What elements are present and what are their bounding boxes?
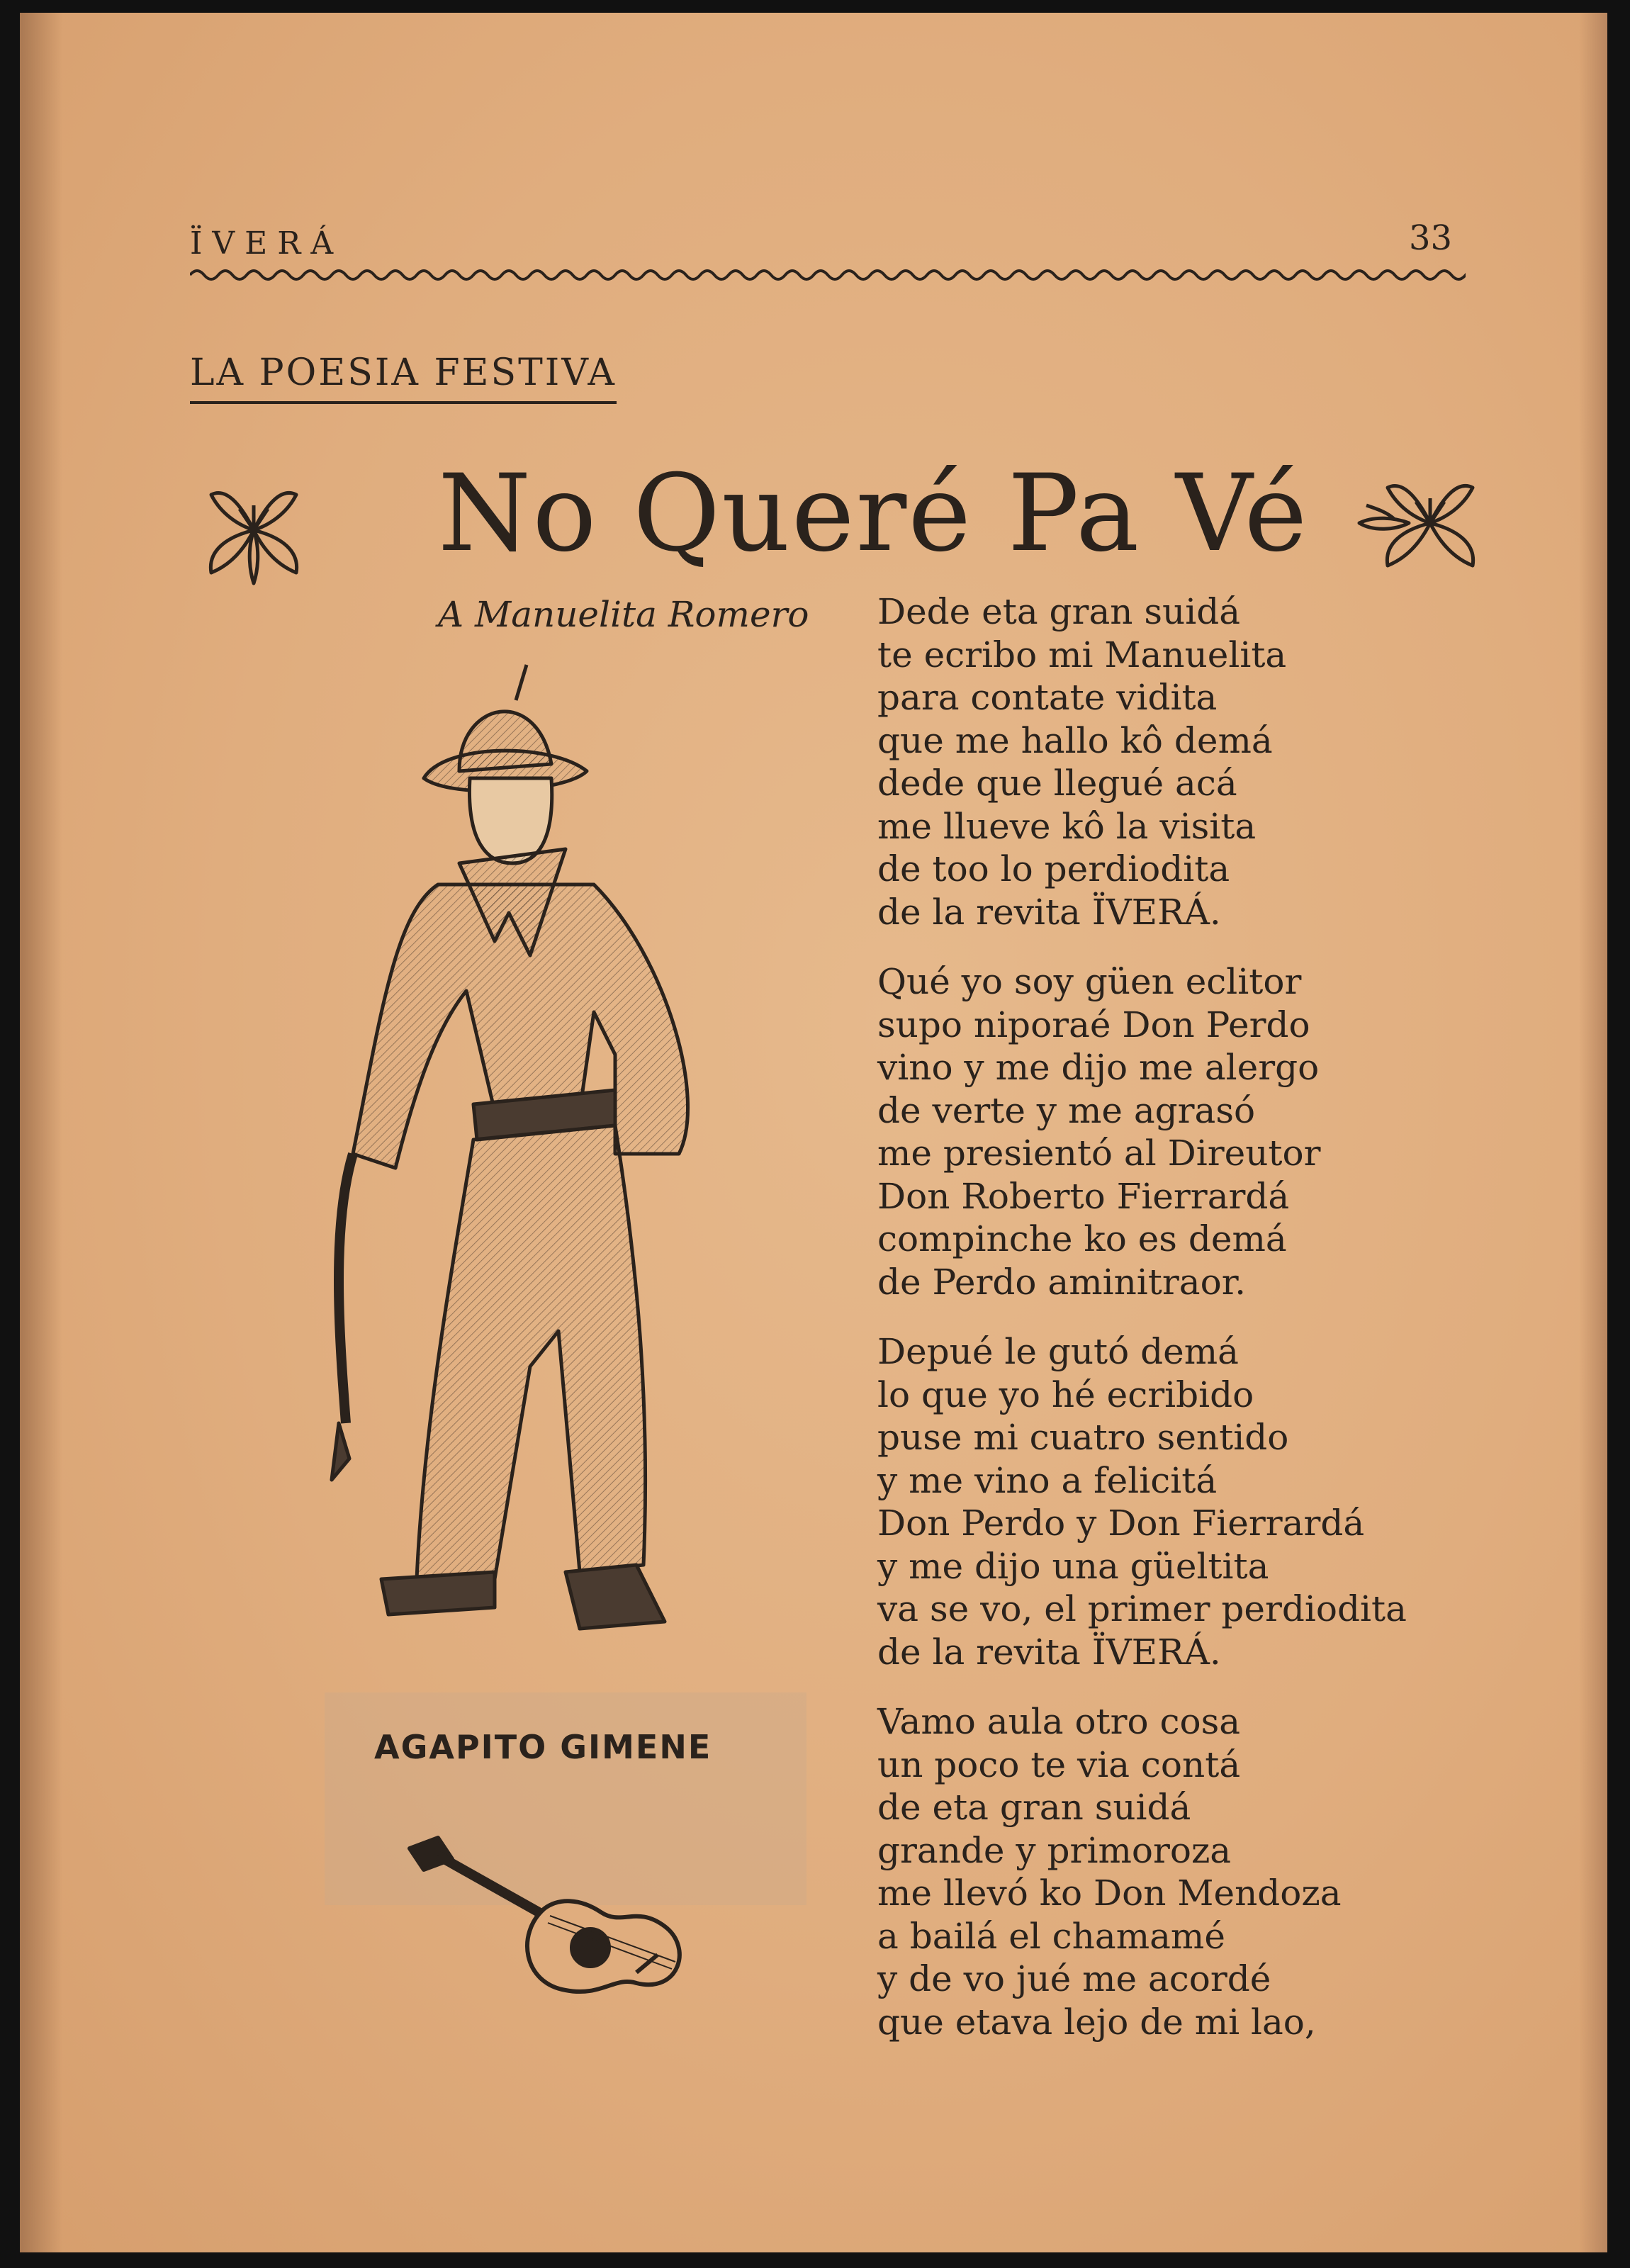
verse-line: de too lo perdiodita bbox=[877, 848, 1230, 889]
verse-line: de eta gran suidá bbox=[877, 1787, 1191, 1828]
stanza-3 bbox=[877, 1330, 1515, 1673]
verse-line: que etava lejo de mi lao, bbox=[877, 2001, 1316, 2043]
verse-line: Don Roberto Fierrardá bbox=[877, 1175, 1290, 1217]
verse-line: supo niporaé Don Perdo bbox=[877, 1004, 1310, 1045]
verse-line: puse mi cuatro sentido bbox=[877, 1417, 1289, 1458]
poem-verses bbox=[877, 590, 1515, 2070]
lily-flower-icon bbox=[1352, 466, 1494, 580]
verse-line: de la revita ÏVERÁ. bbox=[877, 1631, 1221, 1673]
verse-line: lo que yo hé ecribido bbox=[877, 1374, 1254, 1415]
verse-line: me llueve kô la visita bbox=[877, 805, 1257, 847]
stanza-4 bbox=[877, 1700, 1515, 2043]
verse-line: y me vino a felicitá bbox=[877, 1459, 1218, 1501]
verse-line: me presientó al Direutor bbox=[877, 1133, 1321, 1174]
verse-line: compinche ko es demá bbox=[877, 1218, 1287, 1259]
stanza-1 bbox=[877, 590, 1515, 933]
verse-line: a bailá el chamamé bbox=[877, 1915, 1225, 1957]
verse-line: vino y me dijo me alergo bbox=[877, 1047, 1320, 1088]
verse-line: de la revita ÏVERÁ. bbox=[877, 891, 1221, 933]
wavy-rule-divider bbox=[190, 264, 1466, 286]
page-edge-shadow bbox=[1579, 13, 1607, 2252]
poem-title: No Queré Pa Vé bbox=[438, 452, 1309, 576]
verse-line: de verte y me agrasó bbox=[877, 1089, 1256, 1131]
verse-line: Vamo aula otro cosa bbox=[877, 1701, 1241, 1742]
lily-flower-icon bbox=[197, 473, 310, 587]
verse-line: y me dijo una güeltita bbox=[877, 1545, 1269, 1587]
verse-line: y de vo jué me acordé bbox=[877, 1958, 1271, 1999]
section-label: LA POESIA FESTIVA bbox=[190, 352, 617, 404]
verse-line: grande y primoroza bbox=[877, 1829, 1232, 1871]
page-number: 33 bbox=[1409, 218, 1453, 258]
page-gutter-shadow bbox=[20, 13, 62, 2252]
verse-line: para contate vidita bbox=[877, 677, 1218, 718]
illustration-caption: AGAPITO GIMENE bbox=[374, 1728, 712, 1766]
verse-line: dede que llegué acá bbox=[877, 763, 1237, 804]
stanza-2 bbox=[877, 960, 1515, 1303]
running-head-title: ÏVERÁ bbox=[190, 225, 344, 262]
verse-line: te ecribo mi Manuelita bbox=[877, 634, 1287, 675]
verse-line: un poco te via contá bbox=[877, 1744, 1241, 1785]
guitar-icon bbox=[395, 1827, 693, 2011]
verse-line: que me hallo kô demá bbox=[877, 719, 1273, 761]
verse-line: de Perdo aminitraor. bbox=[877, 1261, 1246, 1303]
verse-line: me llevó ko Don Mendoza bbox=[877, 1873, 1342, 1914]
page bbox=[20, 13, 1607, 2252]
poem-dedication: A Manuelita Romero bbox=[438, 594, 809, 635]
verse-line: Don Perdo y Don Fierrardá bbox=[877, 1503, 1365, 1544]
gaucho-figure-illustration bbox=[282, 658, 806, 1707]
verse-line: va se vo, el primer perdiodita bbox=[877, 1588, 1407, 1629]
verse-line: Dede eta gran suidá bbox=[877, 591, 1241, 632]
verse-line: Depué le gutó demá bbox=[877, 1331, 1239, 1372]
verse-line: Qué yo soy güen eclitor bbox=[877, 961, 1302, 1002]
